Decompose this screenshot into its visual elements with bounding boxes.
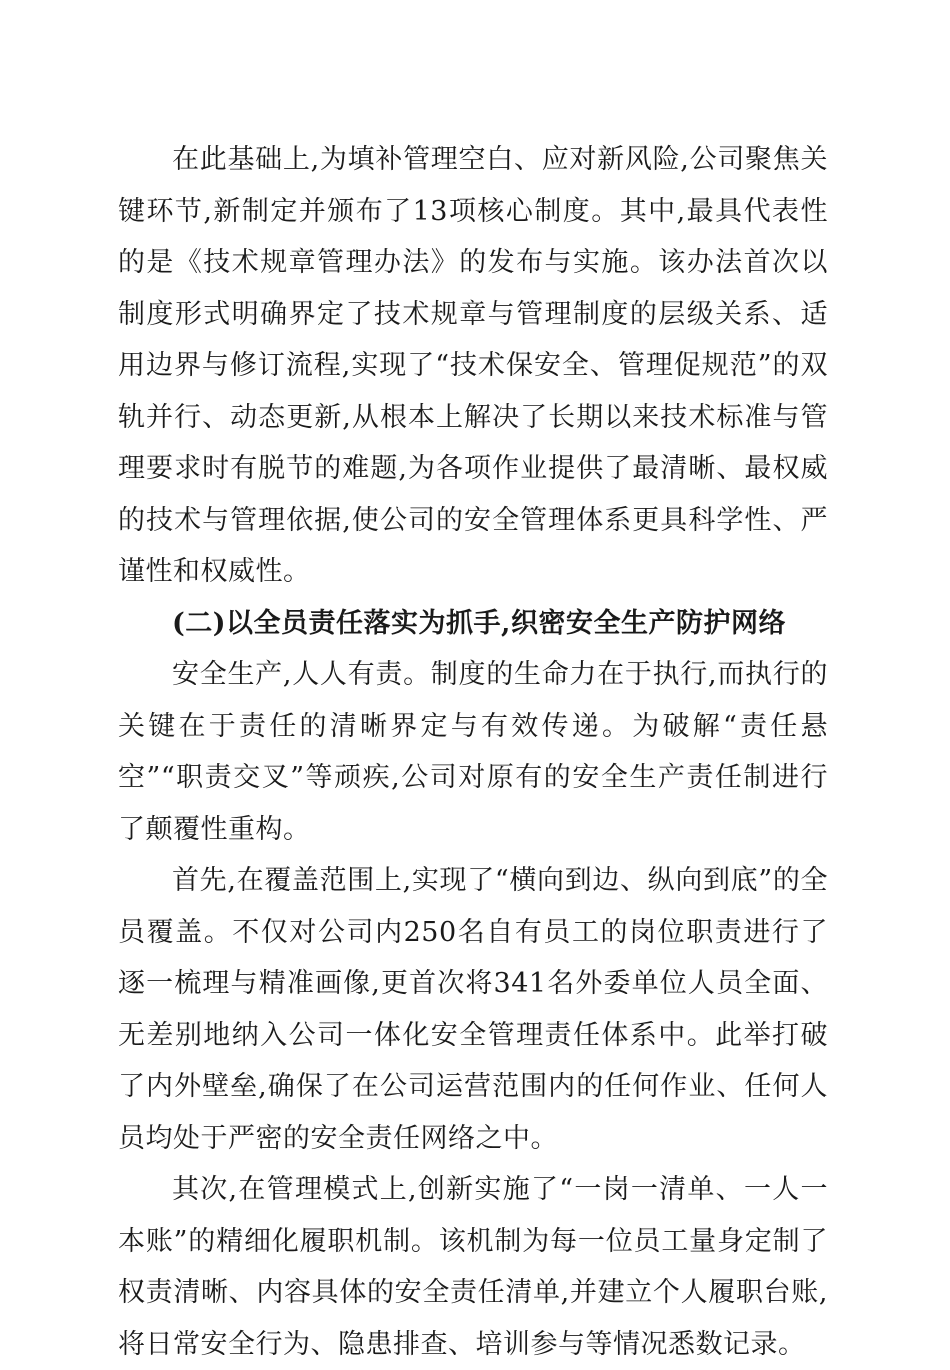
document-body: [118, 134, 828, 1370]
paragraph-coverage-scope: 首先,在覆盖范围上,实现了“横向到边、纵向到底”的全员覆盖。不仅对公司内250名自有员工的岗位职责进行了逐一梳理与精准画像,更首次将341名外委单位人员全面、无差别地纳入公司一体化安全管理责任体系中。此举打破了内外壁垒,确保了在公司运营范围内的任何作业、任何人员均处于严密的安全责任网络之中。: [118, 865, 828, 1154]
paragraph-management-mode: 其次,在管理模式上,创新实施了“一岗一清单、一人一本账”的精细化履职机制。该机制为每一位员工量身定制了权责清晰、内容具体的安全责任清单,并建立个人履职台账,将日常安全行为、隐患排查、培训参与等情况悉数记录。: [118, 1174, 828, 1360]
section-heading-responsibility: (二)以全员责任落实为抓手,织密安全生产防护网络: [172, 607, 786, 639]
paragraph-new-regulations: 在此基础上,为填补管理空白、应对新风险,公司聚焦关键环节,新制定并颁布了13项核心制度。其中,最具代表性的是《技术规章管理办法》的发布与实施。该办法首次以制度形式明确界定了技术规章与管理制度的层级关系、适用边界与修订流程,实现了“技术保安全、管理促规范”的双轨并行、动态更新,从根本上解决了长期以来技术标准与管理要求时有脱节的难题,为各项作业提供了最清晰、最权威的技术与管理依据,使公司的安全管理体系更具科学性、严谨性和权威性。: [118, 144, 828, 587]
paragraph-responsibility-intro: 安全生产,人人有责。制度的生命力在于执行,而执行的关键在于责任的清晰界定与有效传递。为破解“责任悬空”“职责交叉”等顽疾,公司对原有的安全生产责任制进行了颠覆性重构。: [118, 659, 828, 845]
